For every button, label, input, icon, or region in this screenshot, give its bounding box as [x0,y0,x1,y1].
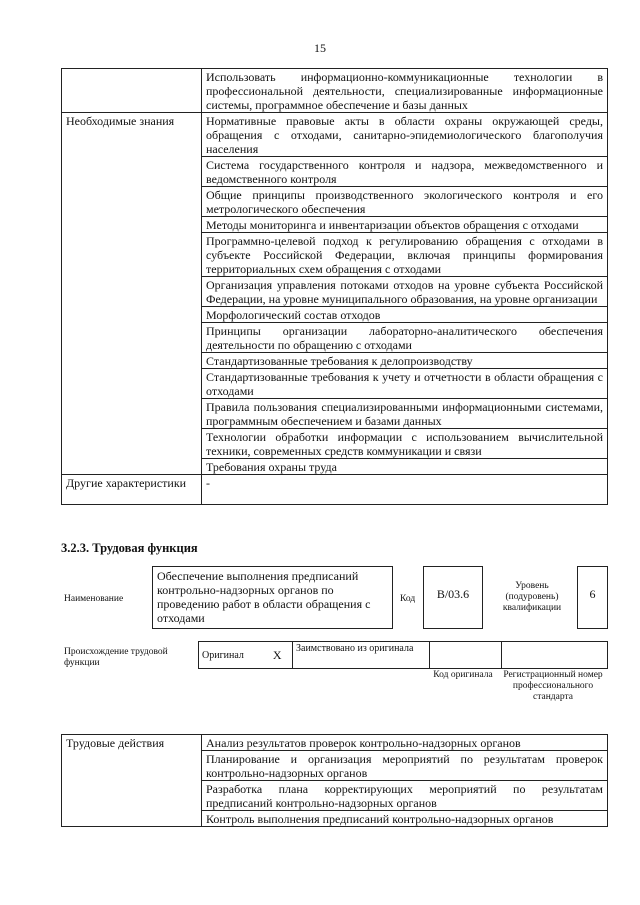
empty-cell [62,69,202,113]
knowledge-item: Система государственного контроля и надзора, межведомственного и ведомственного контроля [202,157,608,187]
action-item: Планирование и организация мероприятий по результатам проверок контрольно-надзорных органов [202,751,608,781]
table-row [62,475,608,505]
name-value: Обеспечение выполнения предписаний контрольно-надзорных органов по проведению работ в области обращения с отходами [152,566,393,629]
other-value: - [202,475,608,505]
skill-cell: Использовать информационно-коммуникационные технологии в профессиональной деятельности, специализированные информационные системы, программное обеспечение и базы данных [202,69,608,113]
table-row [62,69,608,113]
level-value: 6 [577,566,608,629]
name-label: Наименование [64,594,124,604]
origin-borrowed-label: Заимствовано из оригинала [293,642,430,669]
origin-mark: X [263,642,293,669]
knowledge-item: Принципы организации лабораторно-аналитического обеспечения деятельности по обращению с отходами [202,323,608,353]
level-label: Уровень (подуровень) квалификации [502,581,562,613]
origin-reg-cell [502,642,608,669]
actions-table [61,734,608,827]
action-item: Разработка плана корректирующих мероприятий по результатам предписаний контрольно-надзорных органов [202,781,608,811]
origin-label: Происхождение трудовой функции [64,647,168,668]
table-row [62,735,608,751]
knowledge-item: Требования охраны труда [202,459,608,475]
page-number: 15 [314,41,326,55]
knowledge-item: Методы мониторинга и инвентаризации объектов обращения с отходами [202,217,608,233]
origin-code-cell [430,642,502,669]
origin-reg-label: Регистрационный номер профессионального стандарта [503,670,603,702]
actions-label: Трудовые действия [62,735,202,827]
table-row [199,642,608,669]
knowledge-item: Организация управления потоками отходов на уровне субъекта Российской Федерации, на уровне муниципального образования, на уровне организации [202,277,608,307]
section-heading: 3.2.3. Трудовая функция [61,541,198,555]
knowledge-table [61,68,608,505]
other-label: Другие характеристики [62,475,202,505]
origin-original-label: Оригинал [199,642,263,669]
knowledge-item: Стандартизованные требования к учету и отчетности в области обращения с отходами [202,369,608,399]
origin-table [198,641,608,669]
table-row [62,113,608,157]
action-item: Анализ результатов проверок контрольно-надзорных органов [202,735,608,751]
knowledge-item: Программно-целевой подход к регулированию обращения с отходами в субъекте Российской Федерации, включая принципы формирования территориальных схем обращения с отходами [202,233,608,277]
knowledge-label: Необходимые знания [62,113,202,475]
knowledge-item: Технологии обработки информации с использованием вычислительной техники, современных средств коммуникации и связи [202,429,608,459]
knowledge-item: Правила пользования специализированными информационными системами, программным обеспечением и базами данных [202,399,608,429]
knowledge-item: Морфологический состав отходов [202,307,608,323]
knowledge-item: Общие принципы производственного экологического контроля и его метрологического обеспечения [202,187,608,217]
knowledge-item: Стандартизованные требования к делопроизводству [202,353,608,369]
action-item: Контроль выполнения предписаний контрольно-надзорных органов [202,811,608,827]
origin-code-label: Код оригинала [433,670,493,680]
code-value: B/03.6 [423,566,483,629]
code-label: Код [400,594,416,604]
knowledge-item: Нормативные правовые акты в области охраны окружающей среды, обращения с отходами, санитарно-эпидемиологического благополучия населения [202,113,608,157]
